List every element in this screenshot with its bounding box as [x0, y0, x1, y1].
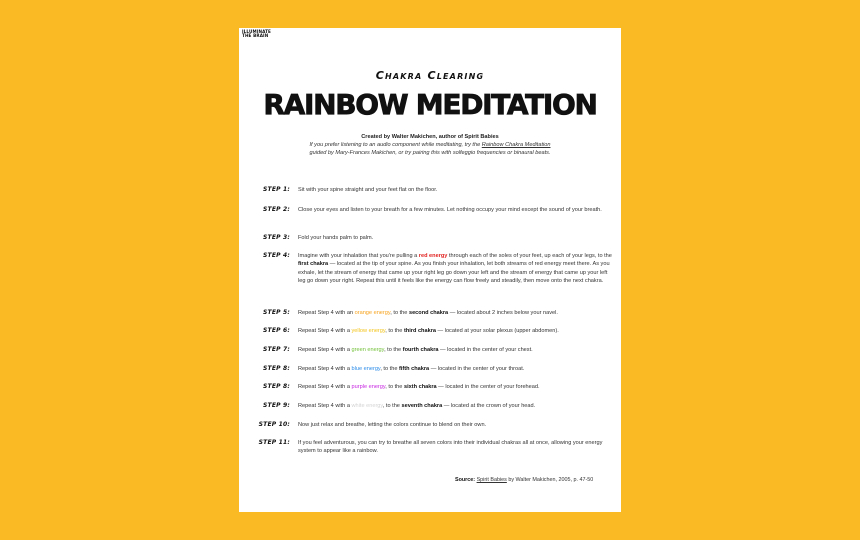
- audio-note-text: If you prefer listening to an audio component while meditating, try the: [309, 142, 482, 148]
- chakra-name: fourth chakra: [402, 347, 439, 353]
- step-text-segment: — located in the center of your throat.: [429, 366, 525, 372]
- step-text: [298, 186, 616, 194]
- chakra-name: fifth chakra: [399, 366, 430, 372]
- step-text-segment: , to the: [390, 310, 409, 316]
- step-label: STEP 6:: [263, 327, 290, 334]
- step-text-segment: — located in the center of your chest.: [438, 347, 533, 353]
- step-text-segment: — located at the tip of your spine. As you finish your inhalation, let both streams of red energy meet there. As you exhale, let the stream of energy that came up your right leg go down your left and the stream of energy that came up your left leg go down your right. Repeat this until it feels like the energy can flow freely and steadily, then move onto the next chakra.: [298, 261, 610, 285]
- rainbow-chakra-meditation-link[interactable]: Rainbow Chakra Meditation: [481, 142, 551, 148]
- step-text-segment: , to the: [382, 403, 402, 409]
- step-text: [298, 402, 616, 410]
- white-energy-highlight: white energy: [351, 403, 383, 409]
- step-text: [298, 234, 616, 242]
- step-label: STEP 4:: [263, 252, 290, 259]
- step-text-segment: , to the: [384, 347, 403, 353]
- source-details: by Walter Makichen, 2005, p. 47-50: [506, 477, 594, 483]
- green-energy-highlight: green energy: [351, 347, 385, 353]
- step-text-segment: Repeat Step 4 with a: [298, 366, 352, 372]
- step-text: [298, 383, 616, 391]
- logo-line-1: ILLUMINATE: [242, 29, 272, 34]
- step-text-segment: Repeat Step 4 with an: [298, 310, 355, 316]
- step-text-segment: , to the: [380, 366, 399, 372]
- step-text-segment: — located about 2 inches below your navel.: [448, 310, 558, 316]
- step-text-segment: — located at your solar plexus (upper abdomen).: [436, 328, 559, 334]
- step-text-segment: Fold your hands palm to palm.: [298, 235, 374, 241]
- yellow-energy-highlight: yellow energy: [351, 328, 386, 334]
- chakra-name: second chakra: [408, 310, 449, 316]
- step-text-segment: Repeat Step 4 with a: [298, 328, 352, 334]
- step-text: [298, 327, 616, 335]
- audio-note-line-2: guided by Mary-Frances Makichen, or try pairing this with solfeggio frequencies or binaural beats.: [309, 150, 551, 156]
- purple-energy-highlight: purple energy: [351, 384, 386, 390]
- step-text: [298, 309, 616, 317]
- step-text-segment: If you feel adventurous, you can try to breathe all seven colors into their individual chakras all at once, allowing your energy system to appear like a rainbow.: [298, 440, 603, 455]
- step-label: STEP 1:: [263, 186, 290, 193]
- step-text-segment: Sit with your spine straight and your feet flat on the floor.: [298, 187, 438, 193]
- step-text-segment: Repeat Step 4 with a: [298, 403, 352, 409]
- step-text-segment: — located in the center of your forehead.: [436, 384, 540, 390]
- illuminate-the-brain-logo: [242, 30, 271, 39]
- step-text-segment: , to the: [385, 384, 404, 390]
- step-label: STEP 11:: [258, 439, 290, 446]
- step-text: [298, 252, 616, 286]
- step-text-segment: Repeat Step 4 with a: [298, 347, 352, 353]
- step-label: STEP 10:: [258, 421, 290, 428]
- step-label: STEP 8:: [263, 383, 290, 390]
- page-title: RAINBOW MEDITATION: [263, 88, 597, 121]
- step-text-segment: through each of the soles of your feet, up each of your legs, to the: [447, 253, 612, 259]
- step-text-segment: Repeat Step 4 with a: [298, 384, 352, 390]
- step-text-segment: Now just relax and breathe, letting the colors continue to blend on their own.: [298, 422, 487, 428]
- spirit-babies-link[interactable]: Spirit Babies: [476, 477, 507, 483]
- chakra-name: third chakra: [403, 328, 436, 334]
- step-text: [298, 421, 616, 429]
- credit-block: [239, 133, 621, 157]
- red-energy-highlight: red energy: [418, 253, 448, 259]
- audio-note: [239, 141, 621, 149]
- chakra-name: seventh chakra: [401, 403, 443, 409]
- step-label: STEP 3:: [263, 234, 290, 241]
- step-label: STEP 2:: [263, 206, 290, 213]
- step-text-segment: , to the: [385, 328, 404, 334]
- step-label: STEP 8:: [263, 365, 290, 372]
- worksheet-page: [239, 28, 621, 512]
- step-text-segment: Imagine with your inhalation that you're pulling a: [298, 253, 419, 259]
- logo-line-2: THE BRAIN: [242, 33, 269, 39]
- step-text: [298, 206, 616, 214]
- step-label: STEP 5:: [263, 309, 290, 316]
- chakra-name: sixth chakra: [403, 384, 437, 390]
- page-subtitle: Chakra Clearing: [375, 69, 485, 82]
- source-citation: [455, 477, 593, 483]
- blue-energy-highlight: blue energy: [351, 366, 381, 372]
- source-label: Source:: [455, 477, 476, 483]
- step-text: [298, 346, 616, 354]
- step-text: [298, 439, 616, 456]
- step-text-segment: Close your eyes and listen to your breath for a few minutes. Let nothing occupy your mind except the sound of your breath.: [298, 207, 602, 213]
- author-line: Created by Walter Makichen, author of Spirit Babies: [361, 134, 499, 140]
- orange-energy-highlight: orange energy: [354, 310, 391, 316]
- step-text-segment: — located at the crown of your head.: [442, 403, 536, 409]
- step-text: [298, 365, 616, 373]
- step-label: STEP 9:: [263, 402, 290, 409]
- step-label: STEP 7:: [263, 346, 290, 353]
- chakra-name: first chakra: [298, 261, 329, 268]
